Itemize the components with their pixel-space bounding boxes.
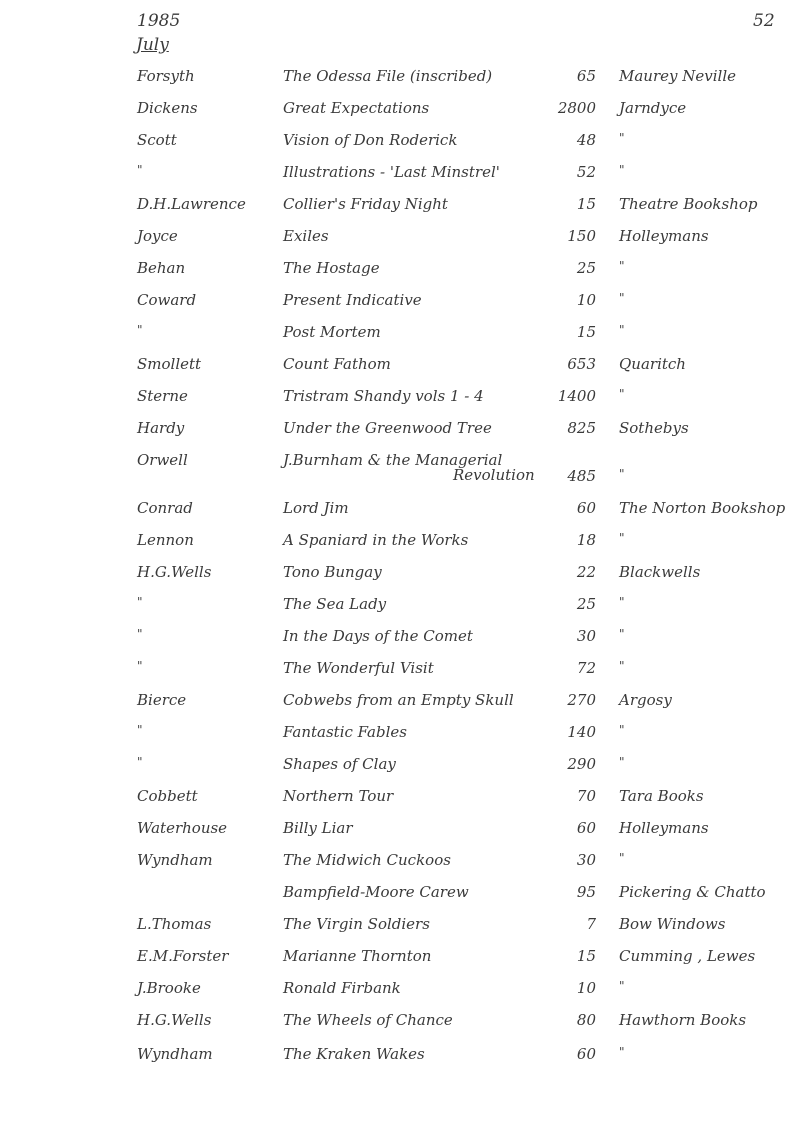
author-cell: L.Thomas xyxy=(137,915,212,933)
ledger-row xyxy=(0,787,793,811)
author-cell: Wyndham xyxy=(137,1045,213,1063)
price-cell: 653 xyxy=(567,355,596,373)
ledger-row xyxy=(0,531,793,555)
title-cell: A Spaniard in the Works xyxy=(283,531,469,549)
price-cell: 290 xyxy=(567,755,596,773)
title-line: J.Burnham & the Managerial xyxy=(283,451,503,469)
ledger-row xyxy=(0,883,793,907)
title-cell: Post Mortem xyxy=(283,323,381,341)
author-cell: Joyce xyxy=(137,227,178,245)
title-cell: Illustrations - 'Last Minstrel' xyxy=(283,163,500,181)
author-cell: E.M.Forster xyxy=(137,947,229,965)
title-cell: Tono Bungay xyxy=(283,563,382,581)
dealer-cell: " xyxy=(619,851,625,865)
price-cell: 25 xyxy=(576,595,596,613)
title-cell: Exiles xyxy=(283,227,329,245)
title-cell: Cobwebs from an Empty Skull xyxy=(283,691,514,709)
ledger-row xyxy=(0,67,793,91)
ledger-row xyxy=(0,451,793,485)
author-cell: D.H.Lawrence xyxy=(137,195,246,213)
ledger-row xyxy=(0,195,793,219)
author-cell: " xyxy=(137,755,143,769)
title-cell: Tristram Shandy vols 1 - 4 xyxy=(283,387,484,405)
title-cell: In the Days of the Comet xyxy=(283,627,473,645)
price-cell: 140 xyxy=(567,723,596,741)
price-cell: 30 xyxy=(576,851,596,869)
dealer-cell: " xyxy=(619,755,625,769)
title-cell: Under the Greenwood Tree xyxy=(283,419,492,437)
author-cell: Dickens xyxy=(137,99,198,117)
dealer-cell: " xyxy=(619,323,625,337)
price-cell: 60 xyxy=(576,499,596,517)
price-cell: 7 xyxy=(586,915,596,933)
ledger-row xyxy=(0,387,793,411)
year-heading: 1985 xyxy=(137,11,181,31)
price-cell: 825 xyxy=(567,419,596,437)
dealer-cell: Holleymans xyxy=(619,819,709,837)
dealer-cell: Sothebys xyxy=(619,419,689,437)
ledger-row xyxy=(0,659,793,683)
dealer-cell: " xyxy=(619,163,625,177)
author-cell: H.G.Wells xyxy=(137,563,212,581)
title-continuation: Revolution xyxy=(453,466,535,484)
ledger-row xyxy=(0,819,793,843)
ledger-row xyxy=(0,1045,793,1069)
ledger-row xyxy=(0,1011,793,1035)
ledger-row xyxy=(0,419,793,443)
author-cell: Behan xyxy=(137,259,186,277)
ledger-row xyxy=(0,291,793,315)
title-cell: The Virgin Soldiers xyxy=(283,915,430,933)
price-cell: 72 xyxy=(576,659,596,677)
price-cell: 270 xyxy=(567,691,596,709)
price-cell: 150 xyxy=(567,227,596,245)
price-cell: 48 xyxy=(576,131,596,149)
title-cell: The Wonderful Visit xyxy=(283,659,434,677)
ledger-row xyxy=(0,627,793,651)
ledger-row xyxy=(0,915,793,939)
price-cell: 15 xyxy=(576,195,596,213)
dealer-cell: Tara Books xyxy=(619,787,704,805)
author-cell: Cobbett xyxy=(137,787,198,805)
ledger-row xyxy=(0,979,793,1003)
price-cell: 1400 xyxy=(557,387,596,405)
price-cell: 25 xyxy=(576,259,596,277)
dealer-cell: " xyxy=(619,387,625,401)
price-cell: 2800 xyxy=(557,99,596,117)
ledger-row xyxy=(0,723,793,747)
price-cell: 52 xyxy=(576,163,596,181)
ledger-row xyxy=(0,499,793,523)
ledger-row xyxy=(0,755,793,779)
dealer-cell: Theatre Bookshop xyxy=(619,195,758,213)
ledger-row xyxy=(0,163,793,187)
title-cell: The Kraken Wakes xyxy=(283,1045,425,1063)
title-cell: Shapes of Clay xyxy=(283,755,396,773)
dealer-cell: " xyxy=(619,259,625,273)
title-cell: Vision of Don Roderick xyxy=(283,131,458,149)
title-cell: Present Indicative xyxy=(283,291,422,309)
title-cell: Bampfield-Moore Carew xyxy=(283,883,469,901)
price-cell: 15 xyxy=(576,947,596,965)
ledger-row xyxy=(0,323,793,347)
author-cell: Lennon xyxy=(137,531,194,549)
price-cell: 22 xyxy=(576,563,596,581)
dealer-cell: Maurey Neville xyxy=(619,67,736,85)
title-cell: The Midwich Cuckoos xyxy=(283,851,451,869)
dealer-cell: " xyxy=(619,659,625,673)
author-cell: Scott xyxy=(137,131,177,149)
author-cell: " xyxy=(137,723,143,737)
author-cell: " xyxy=(137,659,143,673)
ledger-row xyxy=(0,691,793,715)
price-cell: 18 xyxy=(576,531,596,549)
ledger-row xyxy=(0,259,793,283)
ledger-row xyxy=(0,947,793,971)
dealer-cell: Quaritch xyxy=(619,355,686,373)
author-cell: " xyxy=(137,627,143,641)
price-cell: 80 xyxy=(576,1011,596,1029)
author-cell: Coward xyxy=(137,291,197,309)
author-cell: H.G.Wells xyxy=(137,1011,212,1029)
author-cell: Hardy xyxy=(137,419,185,437)
dealer-cell: Pickering & Chatto xyxy=(619,883,766,901)
price-cell: 70 xyxy=(576,787,596,805)
ledger-row xyxy=(0,563,793,587)
dealer-cell: " xyxy=(619,291,625,305)
ledger-row xyxy=(0,851,793,875)
ledger-row xyxy=(0,131,793,155)
price-cell: 30 xyxy=(576,627,596,645)
dealer-cell: " xyxy=(619,467,625,481)
dealer-cell: Jarndyce xyxy=(619,99,687,117)
author-cell: J.Brooke xyxy=(137,979,201,997)
dealer-cell: " xyxy=(619,627,625,641)
author-cell: Bierce xyxy=(137,691,187,709)
title-cell: The Sea Lady xyxy=(283,595,387,613)
price-cell: 15 xyxy=(576,323,596,341)
title-cell: Lord Jim xyxy=(283,499,349,517)
ledger-row xyxy=(0,227,793,251)
dealer-cell: " xyxy=(619,131,625,145)
title-cell: Great Expectations xyxy=(283,99,430,117)
title-cell xyxy=(283,451,535,484)
price-cell: 10 xyxy=(576,979,596,997)
dealer-cell: Cumming , Lewes xyxy=(619,947,756,965)
dealer-cell: Argosy xyxy=(619,691,672,709)
dealer-cell: " xyxy=(619,531,625,545)
title-cell: Billy Liar xyxy=(283,819,353,837)
dealer-cell: Blackwells xyxy=(619,563,701,581)
title-cell: The Odessa File (inscribed) xyxy=(283,67,493,85)
dealer-cell: Holleymans xyxy=(619,227,709,245)
author-cell: Sterne xyxy=(137,387,188,405)
ledger-row xyxy=(0,595,793,619)
price-cell: 95 xyxy=(576,883,596,901)
title-cell: Count Fathom xyxy=(283,355,391,373)
price-cell: 10 xyxy=(576,291,596,309)
author-cell: " xyxy=(137,163,143,177)
author-cell: Orwell xyxy=(137,451,188,469)
dealer-cell: Bow Windows xyxy=(619,915,726,933)
author-cell: " xyxy=(137,323,143,337)
price-cell: 60 xyxy=(576,819,596,837)
dealer-cell: Hawthorn Books xyxy=(619,1011,747,1029)
price-cell: 65 xyxy=(576,67,596,85)
ledger-row xyxy=(0,355,793,379)
author-cell: Wyndham xyxy=(137,851,213,869)
dealer-cell: " xyxy=(619,595,625,609)
month-heading: July xyxy=(136,35,169,55)
dealer-cell: " xyxy=(619,979,625,993)
title-cell: Fantastic Fables xyxy=(283,723,407,741)
author-cell: Conrad xyxy=(137,499,193,517)
page-number: 52 xyxy=(753,11,775,31)
author-cell: Smollett xyxy=(137,355,202,373)
dealer-cell: The Norton Bookshop xyxy=(619,499,786,517)
title-cell: Northern Tour xyxy=(283,787,394,805)
author-cell: Waterhouse xyxy=(137,819,228,837)
ledger-row xyxy=(0,99,793,123)
author-cell: " xyxy=(137,595,143,609)
dealer-cell: " xyxy=(619,723,625,737)
title-cell: The Hostage xyxy=(283,259,380,277)
title-cell: Collier's Friday Night xyxy=(283,195,448,213)
price-cell: 485 xyxy=(567,467,596,485)
dealer-cell: " xyxy=(619,1045,625,1059)
price-cell: 60 xyxy=(576,1045,596,1063)
title-cell: The Wheels of Chance xyxy=(283,1011,453,1029)
author-cell: Forsyth xyxy=(137,67,195,85)
title-cell: Ronald Firbank xyxy=(283,979,401,997)
title-cell: Marianne Thornton xyxy=(283,947,432,965)
